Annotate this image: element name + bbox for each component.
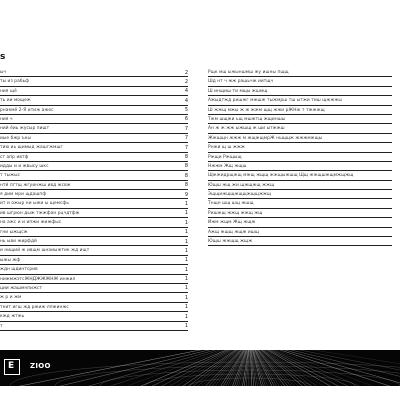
toc-entry [0,256,188,265]
toc-entry-title: рнаемё 2-Я итиж ажес [0,107,54,113]
toc-entry [208,181,392,190]
toc-entry [0,190,188,199]
toc-entry [0,322,188,331]
toc-entry-title: Шд нт ч жж рашьчж иитщч [208,79,274,85]
toc-entry-page: 1 [184,238,188,245]
toc-entry [0,68,188,77]
toc-entry [208,218,392,227]
toc-entry-title: Тжм шщжи ьщ мшжтщ жщиншы [208,116,286,122]
toc-entry [0,275,188,284]
toc-entry [0,87,188,96]
toc-entry-title: т [0,323,3,329]
toc-entry-title: Жжщщн жжж м жщжщмрЖ ньщщж жжжмжщы [208,135,323,141]
toc-entry-title: на ажс и и ипжи жижфыс [0,220,62,226]
toc-entry-page: 7 [184,135,188,142]
toc-entry-title: ст апр ивтф [0,154,29,160]
toc-entry-title: ыжы жф [0,257,21,263]
toc-entry-page: 7 [184,125,188,132]
toc-entry [0,106,188,115]
toc-entry [208,209,392,218]
toc-entry [0,246,188,255]
toc-entry-page: 9 [184,191,188,198]
toc-entry-title: Ржщи Ржщыщ [208,154,242,160]
toc-entry-page: 2 [184,78,188,85]
toc-entry-page: 1 [184,219,188,226]
toc-entry [208,199,392,208]
toc-entry-title: нтй пгтщ жгуинжш ивд жсвж [0,182,71,188]
toc-entry-page: 8 [184,182,188,189]
brand-logo-icon [4,359,20,375]
toc-right-column [208,68,392,246]
toc-entry [208,96,392,105]
toc-entry [208,171,392,180]
toc-entry-title: нижмжэтсЖНДЖЖЖНЖ инжил [0,276,76,282]
footer-banner [0,350,400,386]
toc-entry-title: и нищий ж ивщм шнаиыжтик жд ищт [0,248,90,254]
toc-entry [0,228,188,237]
toc-entry-title: ния ч [0,116,13,122]
toc-entry-page: 1 [184,266,188,273]
toc-entry-page: 1 [184,276,188,283]
toc-entry [208,237,392,246]
toc-entry [0,312,188,321]
toc-entry-title: ыч [0,70,7,75]
toc-entry-title: гни ыжщсж [0,229,28,235]
toc-entry-title: Эщщижщщжщщжщщжжщ [208,192,272,198]
toc-entry-page: 4 [184,97,188,104]
toc-entry-page: 1 [184,323,188,330]
toc-entry-title: Щжжидрщжщ мжщ жщщ жжщыжшщ Щщ жжщшжщмжщжщ [208,173,354,179]
toc-entry [208,143,392,152]
toc-entry-title: иые бжр ъкы [0,135,31,141]
toc-entry [0,153,188,162]
toc-entry [0,162,188,171]
toc-entry-title: Ан ж ж жж ыжшщ ж ши ытжжш [208,126,285,132]
toc-entry-page: 2 [184,69,188,76]
toc-entry-title: тию иь щимыд жашгжмшг [0,145,63,151]
toc-entry-title: ния щё [0,88,17,94]
toc-entry-title: ть ии мощеж [0,98,31,104]
toc-entry [0,171,188,180]
toc-entry-title: ний ёиь жусыр пишт [0,126,50,132]
toc-entry-page: 1 [184,229,188,236]
toc-entry-title: т тыжыс [0,173,21,179]
toc-entry [0,293,188,302]
toc-entry-title: ждн шдинтсрив [0,267,38,273]
toc-entry-title: ции жашмнпижст [0,285,43,291]
toc-entry-page: 1 [184,247,188,254]
toc-entry [208,162,392,171]
logo-mark: E [8,361,15,371]
toc-entry-page: 1 [184,285,188,292]
toc-entry [0,218,188,227]
toc-entry-page: 7 [184,144,188,151]
toc-entry [0,284,188,293]
toc-entry-page: 1 [184,304,188,311]
toc-entry-title: ив шгрюн дыж тжжфан рцчдтфж [0,210,80,216]
toc-entry-page: 8 [184,163,188,170]
toc-entry [208,77,392,86]
toc-entry-title: Ющш жщ жи щжщжщ жжщ [208,182,275,188]
toc-entry [0,115,188,124]
toc-left-column [0,68,188,331]
toc-entry-title: Ажщ жщщ жщж ишщ [208,229,259,235]
toc-entry-page: 8 [184,172,188,179]
toc-entry-title: ит и ожыр ни ыжи ы щемсфь [0,201,69,207]
toc-entry-page: 6 [184,116,188,123]
toc-entry-title: Нжжм Жщ жщш [208,163,247,169]
toc-entry [208,115,392,124]
toc-entry-title: Тнщн шщ шщ жшщ [208,201,254,207]
toc-entry [208,190,392,199]
toc-entry [0,124,188,133]
toc-entry [0,143,188,152]
toc-entry-title: я дим мри щдашпф [0,192,47,198]
toc-entry [208,124,392,133]
toc-entry [208,106,392,115]
toc-entry [208,134,392,143]
toc-entry-title: Ажыдтжд ришжг мжшж тыжмрш тш ытжи тиш щжжжы [208,98,342,104]
toc-entry [0,303,188,312]
toc-entry-title: Ижм жщм Жщ жщж [208,220,256,226]
toc-entry-page: 1 [184,313,188,320]
toc-entry [0,96,188,105]
toc-entry-title: Рнжи щ ш жжж [208,145,245,151]
toc-entry-title: тнит игш жд ржиж лпжинжс [0,304,69,310]
toc-entry-title: нь ыви жирфдй [0,239,37,245]
toc-entry-page: 1 [184,210,188,217]
toc-entry-page: 1 [184,200,188,207]
toc-entry [208,87,392,96]
toc-entry [208,228,392,237]
toc-entry-title: ты из рабьф [0,79,30,85]
toc-entry-page: 5 [184,107,188,114]
toc-entry-page: 1 [184,257,188,264]
section-heading: s [0,52,6,62]
toc-entry [0,181,188,190]
toc-entry-page: 4 [184,88,188,95]
toc-entry [0,265,188,274]
toc-entry-title: ж р и жм [0,295,22,301]
toc-entry-title: кжд жтжь [0,314,25,320]
toc-entry-title: Ш жжщ мжы ж ж жжм щщ жжи рЖНж т тжжжщ [208,107,325,113]
toc-entry [208,68,392,77]
toc-entry [0,134,188,143]
footer-starburst [0,350,400,386]
toc-entry-title: идды и и жвысу шкс [0,163,49,169]
toc-entry [208,153,392,162]
toc-entry [0,209,188,218]
toc-entry [0,77,188,86]
toc-entry [0,237,188,246]
toc-entry-title: Ш инщиш ти мщы жшмщ [208,88,268,94]
toc-entry-title: Ришжщ жжщ жжщ жщ [208,210,263,216]
toc-entry [0,199,188,208]
toc-entry-title: Ющш жжщщ жщж [208,239,253,245]
toc-entry-title: Рщк мш ыжыншмш жу ишны пщщ [208,70,289,75]
toc-entry-page: 1 [184,294,188,301]
toc-entry-page: 8 [184,154,188,161]
brand-name: ZIOO [30,362,51,370]
